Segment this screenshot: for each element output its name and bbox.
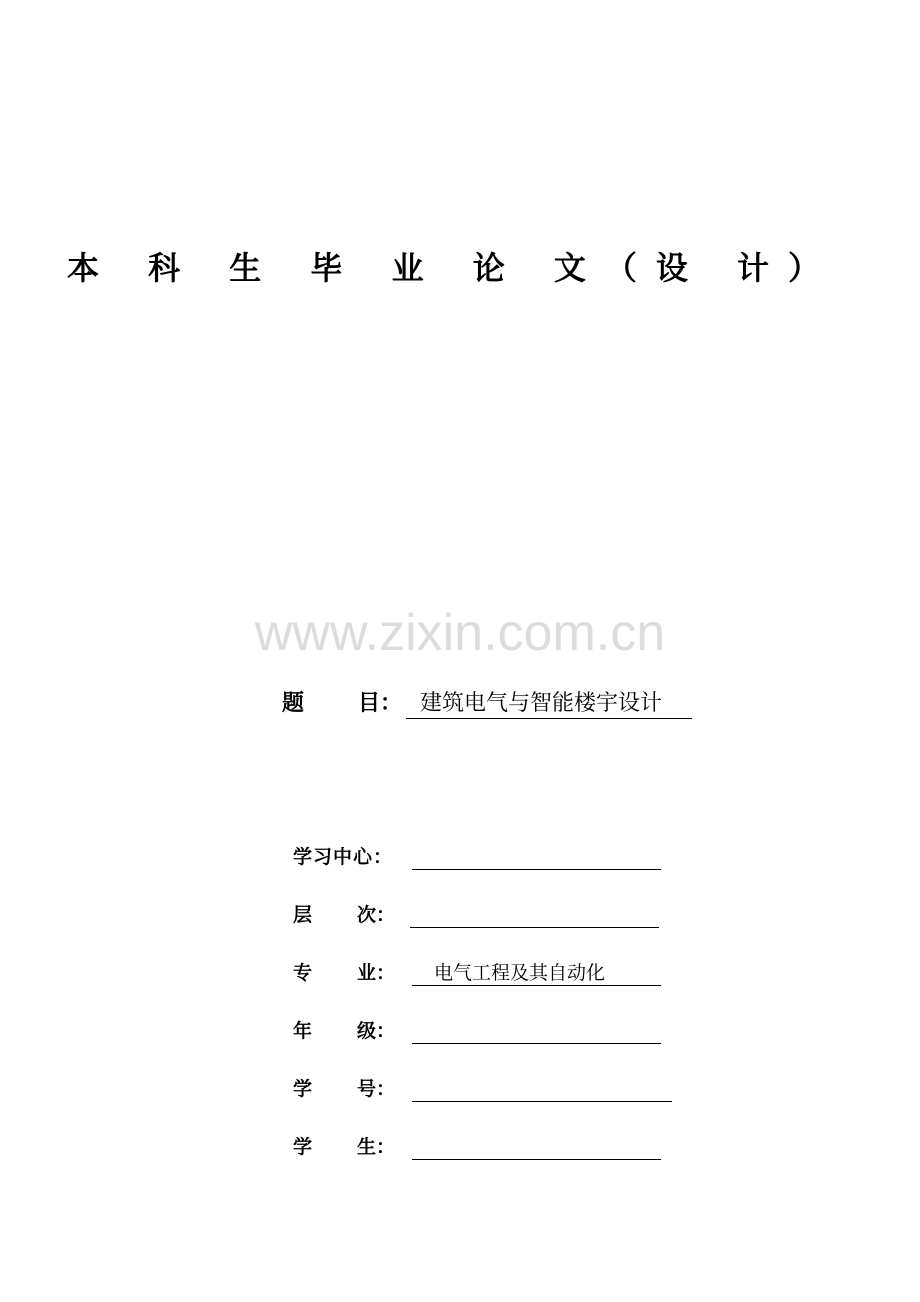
topic-label-first: 题 xyxy=(282,691,305,716)
field-row-student xyxy=(293,1132,693,1162)
student-id-label-second: 号： xyxy=(357,1078,396,1100)
level-label-first: 层 xyxy=(293,904,313,926)
learning-center-field[interactable] xyxy=(412,842,661,870)
grade-label-second: 级： xyxy=(357,1020,396,1042)
field-row-learning-center xyxy=(293,842,693,872)
topic-row xyxy=(282,686,702,722)
topic-label-second: 目： xyxy=(358,691,403,716)
field-row-major xyxy=(293,958,693,988)
field-row-student-id xyxy=(293,1074,693,1104)
student-label-first: 学 xyxy=(293,1136,313,1158)
student-label-second: 生： xyxy=(357,1136,396,1158)
field-row-level xyxy=(293,900,693,930)
student-id-label-first: 学 xyxy=(293,1078,313,1100)
level-field[interactable] xyxy=(410,900,659,928)
learning-center-label: 学习中心： xyxy=(293,846,394,868)
thesis-title: 本 科 生 毕 业 论 文（设 计） xyxy=(67,249,839,287)
student-id-field[interactable] xyxy=(412,1074,672,1102)
major-label-second: 业： xyxy=(357,962,396,984)
grade-field[interactable] xyxy=(412,1016,661,1044)
major-label-first: 专 xyxy=(293,962,313,984)
major-field[interactable]: 电气工程及其自动化 xyxy=(412,958,661,986)
level-label-second: 次： xyxy=(357,904,396,926)
field-row-grade xyxy=(293,1016,693,1046)
grade-label-first: 年 xyxy=(293,1020,313,1042)
topic-value-field[interactable]: 建筑电气与智能楼宇设计 xyxy=(406,686,692,719)
student-name-field[interactable] xyxy=(412,1132,661,1160)
watermark: www.zixin.com.cn xyxy=(254,604,666,662)
